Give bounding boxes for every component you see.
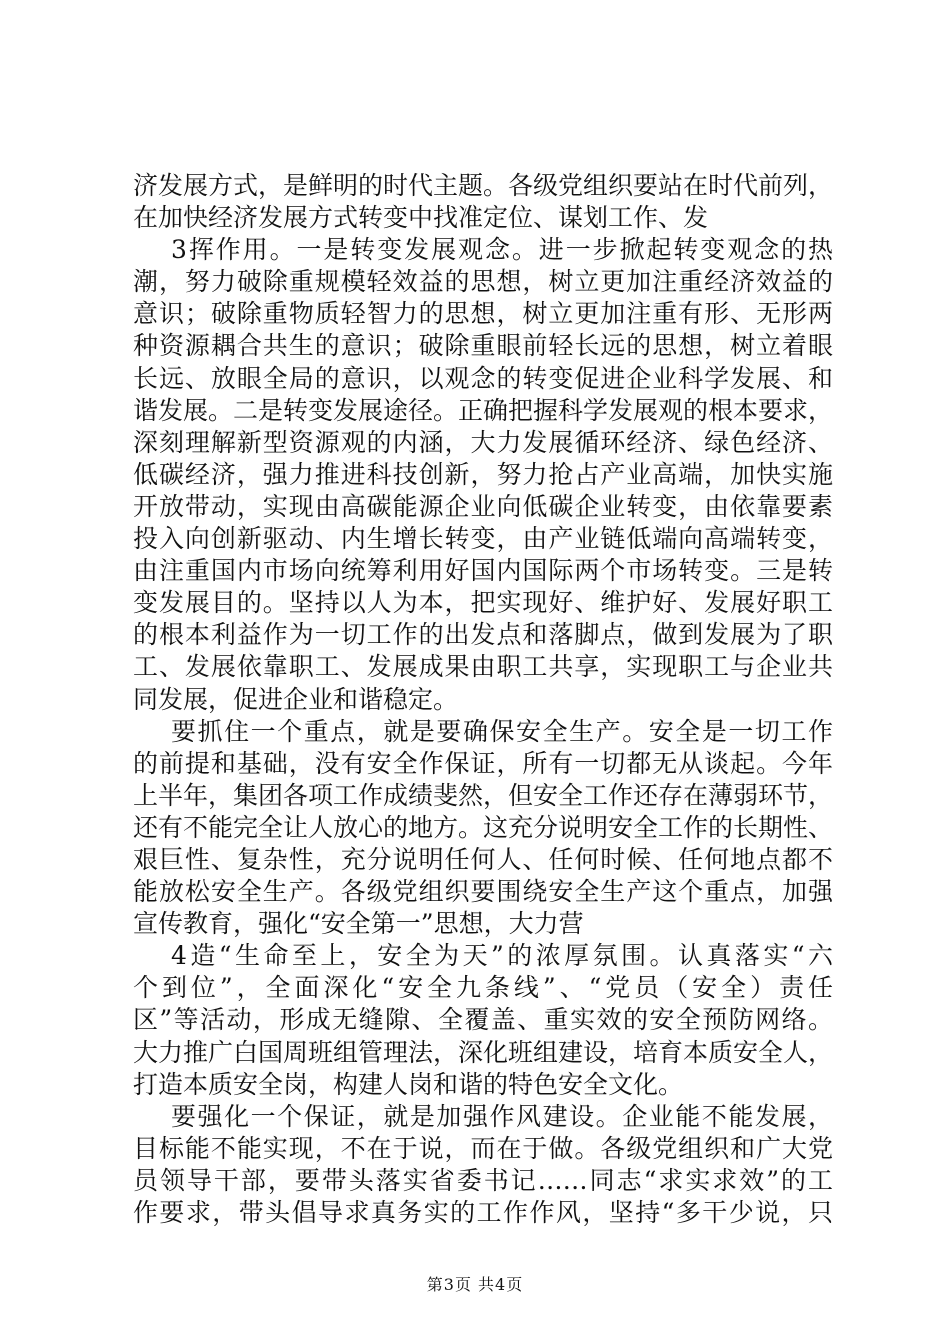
text-line: 变发展目的。坚持以人为本，把实现好、维护好、发展好职工: [133, 588, 833, 618]
text-line: 作要求，带头倡导求真务实的工作作风，坚持“多干少说，只: [133, 1198, 833, 1227]
text-line: 目标能不能实现，不在于说，而在于做。各级党组织和广大党: [133, 1133, 833, 1163]
text-line: 打造本质安全岗，构建人岗和谐的特色安全文化。: [133, 1069, 684, 1099]
text-line: 员领导干部，要带头落实省委书记……同志“求实求效”的工: [133, 1165, 833, 1195]
text-line: 的前提和基础，没有安全作保证，所有一切都无从谈起。今年: [133, 748, 833, 778]
text-line: 由注重国内市场向统筹利用好国内国际两个市场转变。三是转: [133, 556, 833, 586]
document-body: [133, 170, 833, 1229]
text-line: 种资源耦合共生的意识；破除重眼前轻长远的思想，树立着眼: [133, 331, 833, 361]
page-footer: 第3页 共4页: [426, 1275, 524, 1294]
text-line: 艰巨性、复杂性，充分说明任何人、任何时候、任何地点都不: [133, 844, 833, 874]
text-line: 大力推广白国周班组管理法，深化班组建设，培育本质安全人，: [133, 1037, 834, 1067]
text-line: 长远、放眼全局的意识，以观念的转变促进企业科学发展、和: [133, 363, 833, 393]
text-line: 深刻理解新型资源观的内涵，大力发展循环经济、绿色经济、: [133, 427, 833, 457]
text-line: 还有不能完全让人放心的地方。这充分说明安全工作的长期性、: [133, 812, 834, 842]
text-line: 3挥作用。一是转变发展观念。进一步掀起转变观念的热: [171, 235, 833, 265]
text-line: 区”等活动，形成无缝隙、全覆盖、重实效的安全预防网络。: [133, 1005, 833, 1035]
text-line: 能放松安全生产。各级党组织要围绕安全生产这个重点，加强: [133, 877, 833, 907]
text-line: 谐发展。二是转变发展途径。正确把握科学发展观的根本要求，: [133, 395, 834, 425]
text-line: 低碳经济，强力推进科技创新，努力抢占产业高端，加快实施: [133, 459, 833, 489]
text-line: 4造“生命至上，安全为天”的浓厚氛围。认真落实“六: [171, 941, 833, 971]
text-line: 潮，努力破除重规模轻效益的思想，树立更加注重经济效益的: [133, 267, 833, 297]
text-line: 投入向创新驱动、内生增长转变，由产业链低端向高端转变，: [133, 524, 833, 554]
text-line: 宣传教育，强化“安全第一”思想，大力营: [133, 909, 584, 939]
text-line: 济发展方式，是鲜明的时代主题。各级党组织要站在时代前列，: [133, 171, 834, 200]
text-line: 在加快经济发展方式转变中找准定位、谋划工作、发: [133, 203, 709, 233]
text-line: 开放带动，实现由高碳能源企业向低碳企业转变，由依靠要素: [133, 491, 833, 521]
text-line: 要强化一个保证，就是加强作风建设。企业能不能发展，: [171, 1101, 833, 1131]
text-line: 意识；破除重物质轻智力的思想，树立更加注重有形、无形两: [133, 299, 833, 329]
text-line: 个到位”，全面深化“安全九条线”、“党员（安全）责任: [133, 973, 833, 1003]
text-line: 上半年，集团各项工作成绩斐然，但安全工作还存在薄弱环节，: [133, 780, 834, 810]
text-line: 同发展，促进企业和谐稳定。: [133, 684, 459, 714]
text-line: 要抓住一个重点，就是要确保安全生产。安全是一切工作: [171, 716, 833, 746]
text-line: 的根本利益作为一切工作的出发点和落脚点，做到发展为了职: [133, 620, 833, 650]
text-line: 工、发展依靠职工、发展成果由职工共享，实现职工与企业共: [133, 652, 833, 682]
